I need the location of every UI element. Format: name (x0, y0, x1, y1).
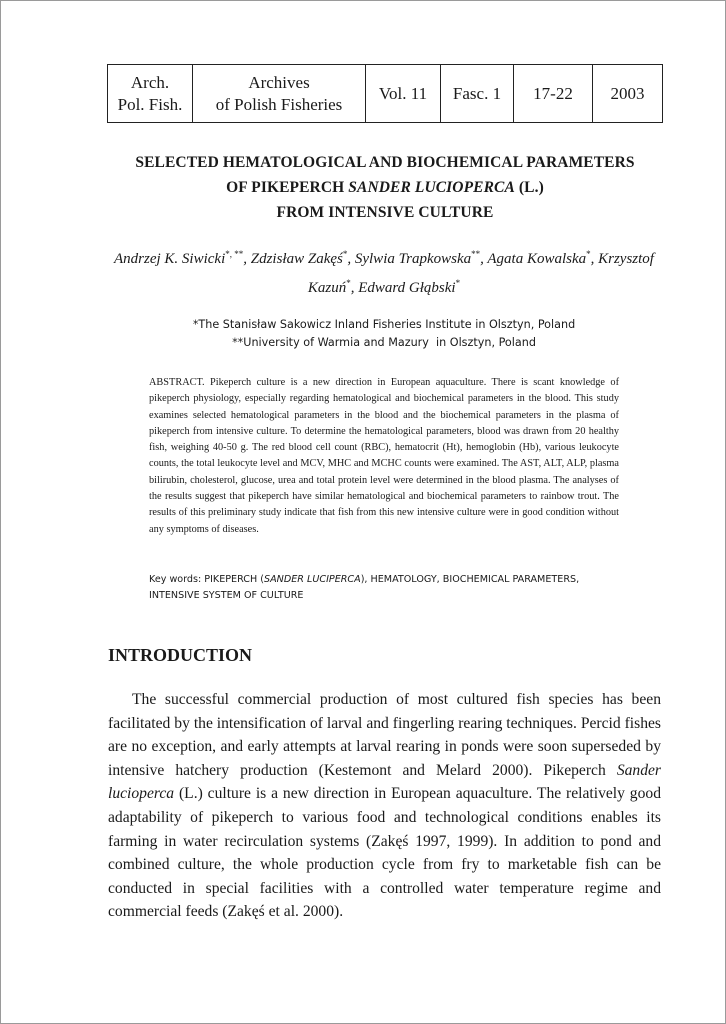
journal-name-cell (193, 65, 366, 123)
author-list (108, 242, 660, 300)
title-line-3: FROM INTENSIVE CULTURE (276, 204, 494, 221)
title-species-name: SANDER LUCIOPERCA (348, 179, 515, 196)
introduction-paragraph (108, 688, 661, 924)
author-separator: , (350, 280, 359, 296)
abstract: ABSTRACT. Pikeperch culture is a new direction in European aquaculture. There is scant knowledge of pikeperch physiology, especially regarding hematological and biochemical parameters in the blood. This study examines selected hematological parameters in the blood and the biochemical parameters in the plasma of pikeperch from intensive culture. To determine the hematological parameters, blood was drawn from 20 healthy fish, weighing 40-50 g. The red blood cell count (RBC), hematocrit (Ht), hemoglobin (Hb), various leukocyte counts, the total leukocyte level and MCV, MHC and MCHC counts were examined. The AST, ALT, ALP, plasma bilirubin, cholesterol, glucose, urea and total protein level were determined in the blood plasma. The analyses of the results suggest that pikeperch have similar hematological and biochemical parameters to rainbow trout. The results of this preliminary study indicate that fish from this new intensive culture were in good condition without any symptoms of diseases. (149, 377, 619, 535)
author-mark: * (346, 278, 351, 288)
journal-name-line1: Archives (248, 72, 310, 92)
author-separator: , (480, 251, 488, 267)
author-mark: * (455, 278, 461, 288)
intro-species-name: Sander lucioperca (108, 761, 661, 803)
fascicle-cell: Fasc. 1 (441, 65, 514, 123)
journal-abbrev-line1: Arch. (130, 72, 170, 92)
journal-name-line2: of Polish Fisheries (215, 94, 343, 114)
author-mark: * (586, 249, 591, 259)
author-mark: ** (471, 249, 481, 259)
author-separator: , (590, 251, 599, 267)
title-line-2 (80, 175, 690, 200)
author-name: Agata Kowalska (487, 251, 587, 267)
title-line-1: SELECTED HEMATOLOGICAL AND BIOCHEMICAL PARAMETERS (135, 154, 635, 171)
keywords (149, 572, 619, 604)
affiliation-1: *The Stanisław Sakowicz Inland Fisheries Institute in Olsztyn, Poland (192, 318, 576, 331)
affiliation-2: **University of Warmia and Mazury in Olsztyn, Poland (232, 336, 536, 349)
section-heading-introduction: INTRODUCTION (108, 645, 253, 665)
journal-header-table (107, 64, 663, 123)
author-separator: , (347, 251, 355, 267)
journal-abbrev-cell (108, 65, 193, 123)
author-name: Andrzej K. Siwicki (114, 251, 226, 267)
year-cell: 2003 (593, 65, 663, 123)
affiliations (108, 316, 660, 352)
intro-text-part-1: The successful commercial production of most cultured fish species has been facilitated by the intensification of larval and fingerling rearing techniques. Percid fishes are no exception, and early attempts at larval rearing in ponds were soon superseded by intensive hatchery production (Kestemont and Melard 2000). Pikeperch (108, 691, 661, 779)
author-name: Edward Głąbski (358, 280, 456, 296)
title-line-2-pre: OF PIKEPERCH (226, 179, 349, 196)
author-separator: , (243, 251, 251, 267)
keywords-post: ), HEMATOLOGY, BIOCHEMICAL PARAMETERS, INTENSIVE SYSTEM OF CULTURE (149, 574, 580, 601)
author-mark: *, ** (225, 249, 244, 259)
volume-cell: Vol. 11 (366, 65, 441, 123)
journal-abbrev-line2: Pol. Fish. (117, 94, 183, 114)
keywords-species: SANDER LUCIPERCA (264, 574, 361, 585)
author-name: Krzysztof Kazuń (307, 251, 654, 296)
keywords-pre: Key words: PIKEPERCH ( (149, 574, 265, 585)
author-name: Zdzisław Zakęś (250, 251, 343, 267)
author-mark: * (342, 249, 348, 259)
paper-title (80, 150, 690, 225)
author-name: Sylwia Trapkowska (354, 251, 472, 267)
intro-text-part-2: (L.) culture is a new direction in European aquaculture. The relatively good adaptability of pikeperch to various food and technological conditions enables its farming in water recirculation systems (Zakęś 1997, 1999). In addition to pond and combined culture, the whole production cycle from fry to marketable fish can be conducted in special facilities with a controlled water temperature regime and commercial feeds (Zakęś et al. 2000). (108, 785, 661, 921)
pages-cell: 17-22 (514, 65, 593, 123)
title-line-2-post: (L.) (514, 179, 544, 196)
